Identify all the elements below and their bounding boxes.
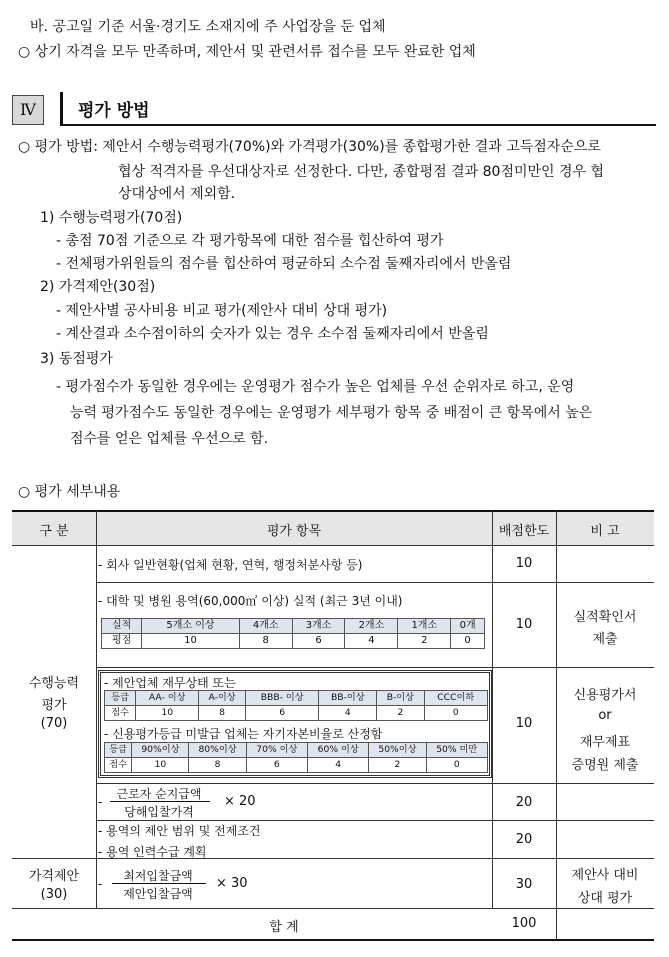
grid-cell: 50%이상 xyxy=(369,743,426,758)
grid-cell: 60% 이상 xyxy=(308,743,369,758)
header-note: 비 고 xyxy=(590,524,620,539)
note-financial-statement: 재무제표 xyxy=(579,735,631,750)
grid-cell: 5개소 이상 xyxy=(142,619,239,634)
grid-cell: 8 xyxy=(239,634,292,649)
item-company-status: - 회사 일반현황(업체 현황, 연혁, 행정처분사항 등) xyxy=(98,558,363,572)
note-relative-2: 상대 평가 xyxy=(577,891,633,906)
item-staffing-plan: - 용역 인력수급 계획 xyxy=(98,845,207,859)
grid-cell: 4개소 xyxy=(239,619,292,634)
method-line-2: 협상 적격자를 우선대상자로 선정한다. 다만, 종합평점 결과 80점미만인 경우 협 xyxy=(118,164,605,180)
formula-wage-bar xyxy=(110,801,210,802)
score-financial: 10 xyxy=(515,716,533,731)
item-service-record: - 대학 및 병원 용역(60,000㎡ 이상) 실적 (최근 3년 이내) xyxy=(98,594,403,608)
header-items: 평가 항목 xyxy=(266,524,322,539)
note-record-cert: 실적확인서 xyxy=(573,610,637,625)
formula-price-dash: - xyxy=(98,877,103,891)
method-line-1: ○ 평가 방법: 제안서 수행능력평가(70%)와 가격평가(30%)를 종합평가한 결과 고득점자순으로 xyxy=(18,139,601,155)
section-divider xyxy=(60,92,63,126)
section-underline xyxy=(60,124,656,126)
formula-price-multiplier: × 30 xyxy=(216,876,248,891)
grid-cell: 8 xyxy=(189,758,246,773)
note-certificate-submit: 증명원 제출 xyxy=(571,758,639,773)
method-line-3: 상대상에서 제외함. xyxy=(118,186,236,202)
subsection-2: 2) 가격제안(30점) xyxy=(40,279,156,295)
grid-cell: 8 xyxy=(199,706,246,721)
score-wage: 20 xyxy=(515,795,533,810)
item-proposal-scope: - 용역의 제안 범위 및 전제조건 xyxy=(98,824,261,838)
grid-cell: 2개소 xyxy=(345,619,398,634)
grid-cell: 10 xyxy=(142,634,239,649)
note-or: or xyxy=(598,708,612,723)
grid-cell: 80%이상 xyxy=(189,743,246,758)
grid-cell: 0 xyxy=(424,706,487,721)
grid-cell: 70% 이상 xyxy=(246,743,307,758)
formula-wage-dash: - xyxy=(98,795,103,809)
grid-cell: 2 xyxy=(398,634,451,649)
grid-cell: 6 xyxy=(246,706,319,721)
score-service-record: 10 xyxy=(515,617,533,632)
record-score-grid xyxy=(101,618,485,649)
grid-cell: 3개소 xyxy=(292,619,345,634)
score-price: 30 xyxy=(515,877,533,892)
grid-cell: 50% 미만 xyxy=(426,743,487,758)
grid-cell: 10 xyxy=(136,706,199,721)
grid-cell: BB-이상 xyxy=(319,691,377,706)
note-relative-1: 제안사 대비 xyxy=(571,868,639,883)
grid-cell: 등급 xyxy=(105,743,132,758)
grid-cell: 점수 xyxy=(105,758,132,773)
category-price-points: (30) xyxy=(40,887,68,902)
grid-cell: 등급 xyxy=(105,691,136,706)
header-limit: 배점한도 xyxy=(498,524,550,539)
formula-wage-denominator: 당해입찰가격 xyxy=(124,805,194,819)
formula-price-denominator: 제안입찰금액 xyxy=(123,887,193,901)
subsection-3: 3) 동점평가 xyxy=(40,351,113,367)
grid-cell: AA- 이상 xyxy=(136,691,199,706)
section-title: 평가 방법 xyxy=(78,101,150,121)
credit-grade-grid xyxy=(104,690,488,721)
category-performance: 수행능력 xyxy=(28,676,80,691)
formula-wage-numerator: 근로자 순지급액 xyxy=(116,787,202,801)
item-equity-ratio: - 신용평가등급 미발급 업체는 자기자본비율로 산정함 xyxy=(104,727,383,741)
subsection-3-item-a: - 평가점수가 동일한 경우에는 운영평가 점수가 높은 업체를 우선 순위자로 하고, 운영 xyxy=(56,379,575,395)
total-label: 합 계 xyxy=(269,920,299,935)
grid-cell: 0 xyxy=(426,758,487,773)
grid-cell: A-이상 xyxy=(199,691,246,706)
grid-cell: 4 xyxy=(308,758,369,773)
grid-cell: 10 xyxy=(132,758,189,773)
qualification-line: 바. 공고일 기준 서울·경기도 소재지에 주 사업장을 둔 업체 xyxy=(30,19,386,35)
grid-cell: BBB- 이상 xyxy=(246,691,319,706)
grid-cell: 6 xyxy=(246,758,307,773)
subsection-2-item-b: - 계산결과 소수점이하의 숫자가 있는 경우 소수점 둘째자리에서 반올림 xyxy=(56,326,489,342)
note-record-submit: 제출 xyxy=(592,632,618,647)
score-company-status: 10 xyxy=(515,556,533,571)
subsection-1-item-b: - 전체평가위원들의 점수를 힙산하여 평균하되 소수점 둘째자리에서 반올림 xyxy=(56,256,512,272)
detail-title: ○ 평가 세부내용 xyxy=(18,484,121,500)
formula-price-numerator: 최저입찰금액 xyxy=(123,869,193,883)
category-performance-2: 평가 xyxy=(41,698,67,713)
qualification-summary: ○ 상기 자격을 모두 만족하며, 제안서 및 관련서류 접수를 모두 완료한 업체 xyxy=(18,44,476,60)
grid-cell: 4 xyxy=(319,706,377,721)
grid-cell: CCC이하 xyxy=(424,691,487,706)
category-performance-points: (70) xyxy=(40,716,68,731)
formula-price-bar xyxy=(112,883,206,884)
formula-wage-multiplier: × 20 xyxy=(224,794,256,809)
equity-ratio-grid xyxy=(104,742,488,773)
note-credit-report: 신용평가서 xyxy=(573,688,637,703)
grid-cell: 2 xyxy=(369,758,426,773)
item-financial-status: - 제안업체 재무상태 또는 xyxy=(104,676,236,690)
grid-cell: 6 xyxy=(292,634,345,649)
category-price: 가격제안 xyxy=(28,869,80,884)
grid-cell: 실적 xyxy=(102,619,142,634)
grid-cell: 0개 xyxy=(451,619,485,634)
total-score: 100 xyxy=(511,916,537,931)
section-numeral: Ⅳ xyxy=(12,95,44,125)
grid-cell: 1개소 xyxy=(398,619,451,634)
subsection-1-item-a: - 총점 70점 기준으로 각 평가항목에 대한 점수를 힙산하여 평가 xyxy=(56,233,444,249)
grid-cell: B-이상 xyxy=(377,691,424,706)
grid-cell: 평점 xyxy=(102,634,142,649)
score-proposal: 20 xyxy=(515,832,533,847)
header-category: 구 분 xyxy=(39,524,69,539)
grid-cell: 0 xyxy=(451,634,485,649)
grid-cell: 2 xyxy=(377,706,424,721)
subsection-1: 1) 수행능력평가(70점) xyxy=(40,210,183,226)
grid-cell: 90%이상 xyxy=(132,743,189,758)
subsection-2-item-a: - 제안사별 공사비용 비교 평가(제안사 대비 상대 평가) xyxy=(56,303,388,319)
grid-cell: 점수 xyxy=(105,706,136,721)
subsection-3-item-b: 능력 평가점수도 동일한 경우에는 운영평가 세부평가 항목 중 배점이 큰 항목에서 높은 xyxy=(70,405,593,421)
subsection-3-item-c: 점수를 얻은 업체를 우선으로 함. xyxy=(70,431,269,447)
grid-cell: 4 xyxy=(345,634,398,649)
